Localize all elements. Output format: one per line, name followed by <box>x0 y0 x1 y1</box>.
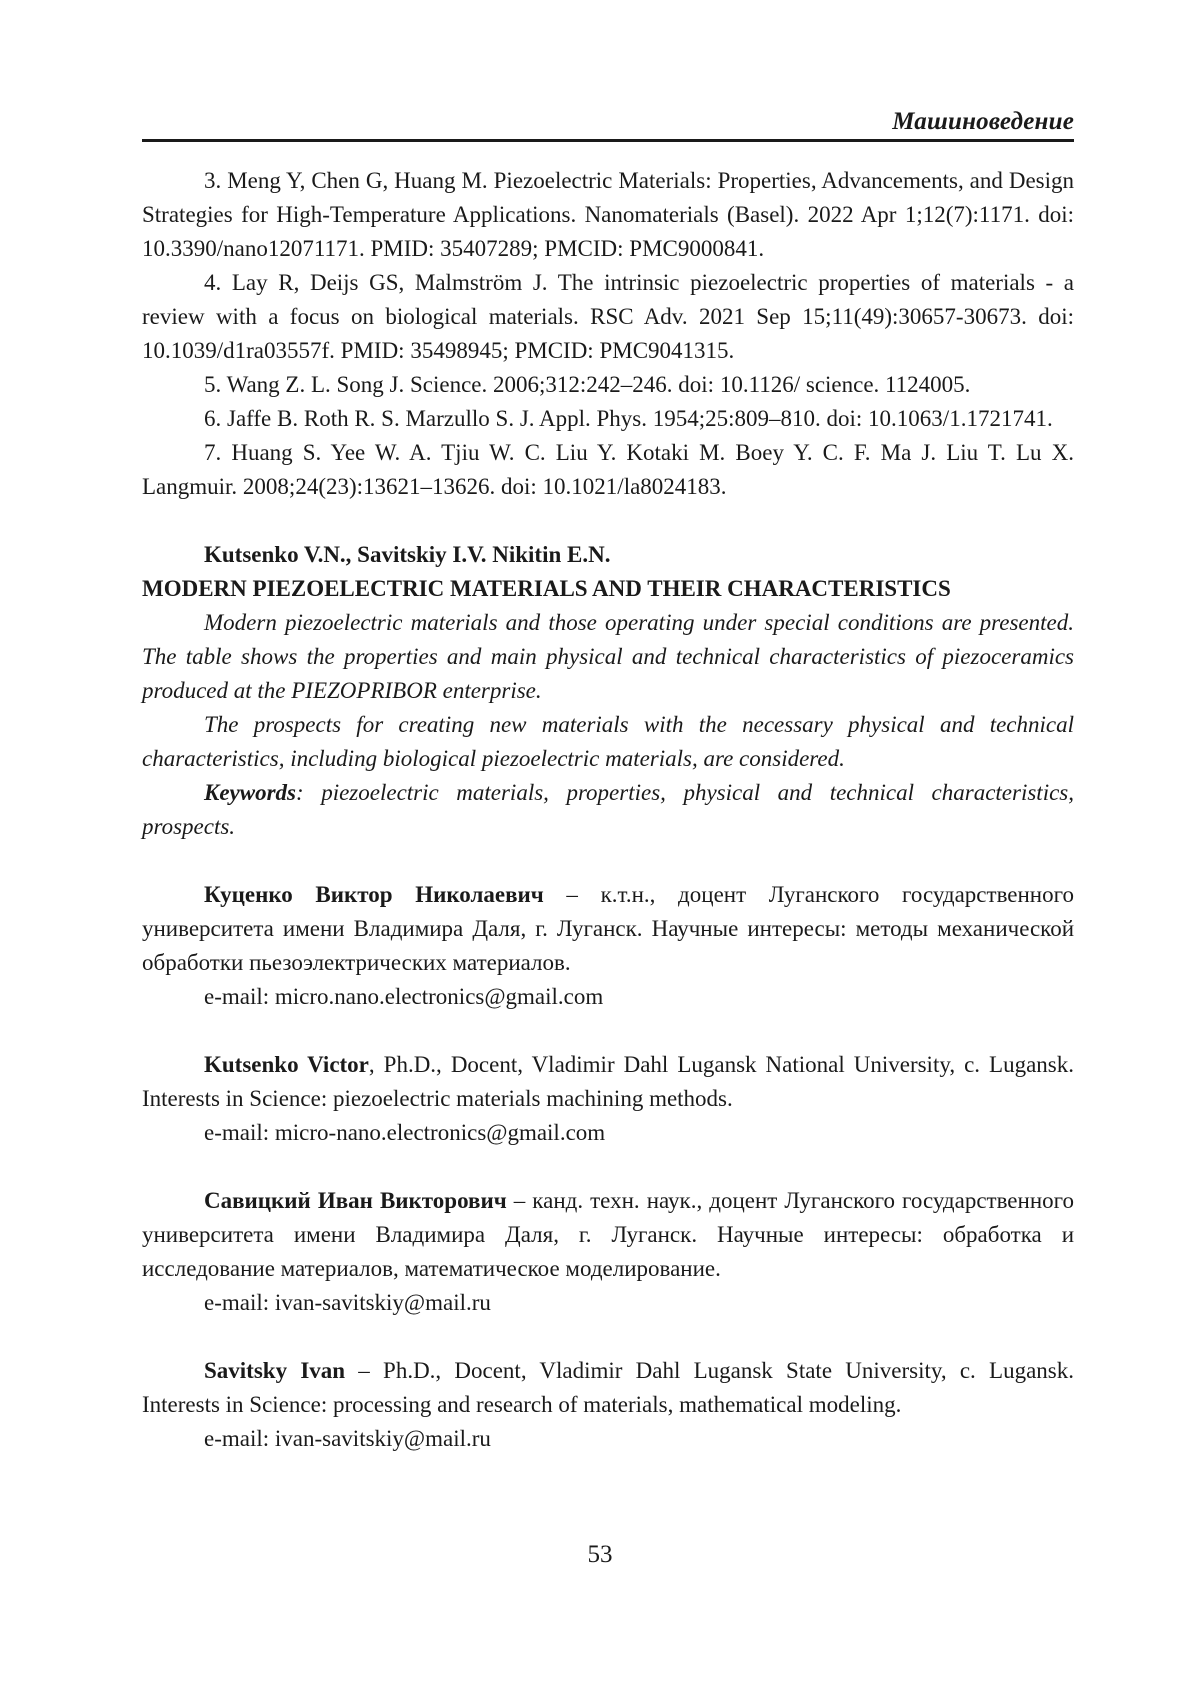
abstract-title: MODERN PIEZOELECTRIC MATERIALS AND THEIR CHARACTERISTICS <box>142 572 1074 606</box>
author-email: e-mail: ivan-savitskiy@mail.ru <box>142 1286 1074 1320</box>
reference-6: 6. Jaffe B. Roth R. S. Marzullo S. J. Appl. Phys. 1954;25:809–810. doi: 10.1063/1.1721741. <box>142 402 1074 436</box>
author-bio-3 <box>142 1184 1074 1286</box>
reference-7: 7. Huang S. Yee W. A. Tjiu W. C. Liu Y. Kotaki M. Boey Y. C. F. Ma J. Liu T. Lu X. Langmuir. 2008;24(23):13621–13626. doi: 10.1021/la8024183. <box>142 436 1074 504</box>
author-description: – Ph.D., Docent, Vladimir Dahl Lugansk State University, c. Lugansk. Interests in Science: processing and research of materials, mathematical modeling. <box>142 1358 1074 1417</box>
author-email: e-mail: micro.nano.electronics@gmail.com <box>142 980 1074 1014</box>
abstract-keywords <box>142 776 1074 844</box>
page-number: 53 <box>0 1541 1200 1569</box>
abstract-paragraph-1: Modern piezoelectric materials and those operating under special conditions are presented. The table shows the properties and main physical and technical characteristics of piezoceramics produced at the PIEZOPRIBOR enterprise. <box>142 606 1074 708</box>
author-description: – канд. техн. наук., доцент Луганского государственного университета имени Владимира Даля, г. Луганск. Научные интересы: обработка и исследование материалов, математическое моделирование. <box>142 1188 1074 1281</box>
author-name: Kutsenko Victor <box>204 1052 369 1077</box>
author-name: Савицкий Иван Викторович <box>204 1188 507 1213</box>
author-name: Куценко Виктор Николаевич <box>204 882 544 907</box>
author-bio-1 <box>142 878 1074 980</box>
author-email: e-mail: ivan-savitskiy@mail.ru <box>142 1422 1074 1456</box>
author-description: – к.т.н., доцент Луганского государственного университета имени Владимира Даля, г. Луганск. Научные интересы: методы механической обработки пьезоэлектрических материалов. <box>142 882 1074 975</box>
keywords-label: Keywords <box>204 780 296 805</box>
keywords-text: : piezoelectric materials, properties, physical and technical characteristics, prospects. <box>142 780 1074 839</box>
abstract-paragraph-2: The prospects for creating new materials with the necessary physical and technical characteristics, including biological piezoelectric materials, are considered. <box>142 708 1074 776</box>
running-header: Машиноведение <box>142 108 1074 142</box>
author-bio-2 <box>142 1048 1074 1116</box>
reference-4: 4. Lay R, Deijs GS, Malmström J. The intrinsic piezoelectric properties of materials - a review with a focus on biological materials. RSC Adv. 2021 Sep 15;11(49):30657-30673. doi: 10.1039/d1ra03557f. PMID: 35498945; PMCID: PMC9041315. <box>142 266 1074 368</box>
author-description: , Ph.D., Docent, Vladimir Dahl Lugansk National University, c. Lugansk. Interests in Science: piezoelectric materials machining methods. <box>142 1052 1074 1111</box>
author-name: Savitsky Ivan <box>204 1358 345 1383</box>
author-bio-4 <box>142 1354 1074 1422</box>
reference-5: 5. Wang Z. L. Song J. Science. 2006;312:242–246. doi: 10.1126/ science. 1124005. <box>142 368 1074 402</box>
abstract-authors: Kutsenko V.N., Savitskiy I.V. Nikitin E.N. <box>142 538 1074 572</box>
reference-3: 3. Meng Y, Chen G, Huang M. Piezoelectric Materials: Properties, Advancements, and Design Strategies for High-Temperature Applications. Nanomaterials (Basel). 2022 Apr 1;12(7):1171. doi: 10.3390/nano12071171. PMID: 35407289; PMCID: PMC9000841. <box>142 164 1074 266</box>
page-content <box>142 108 1074 1456</box>
author-email: e-mail: micro-nano.electronics@gmail.com <box>142 1116 1074 1150</box>
